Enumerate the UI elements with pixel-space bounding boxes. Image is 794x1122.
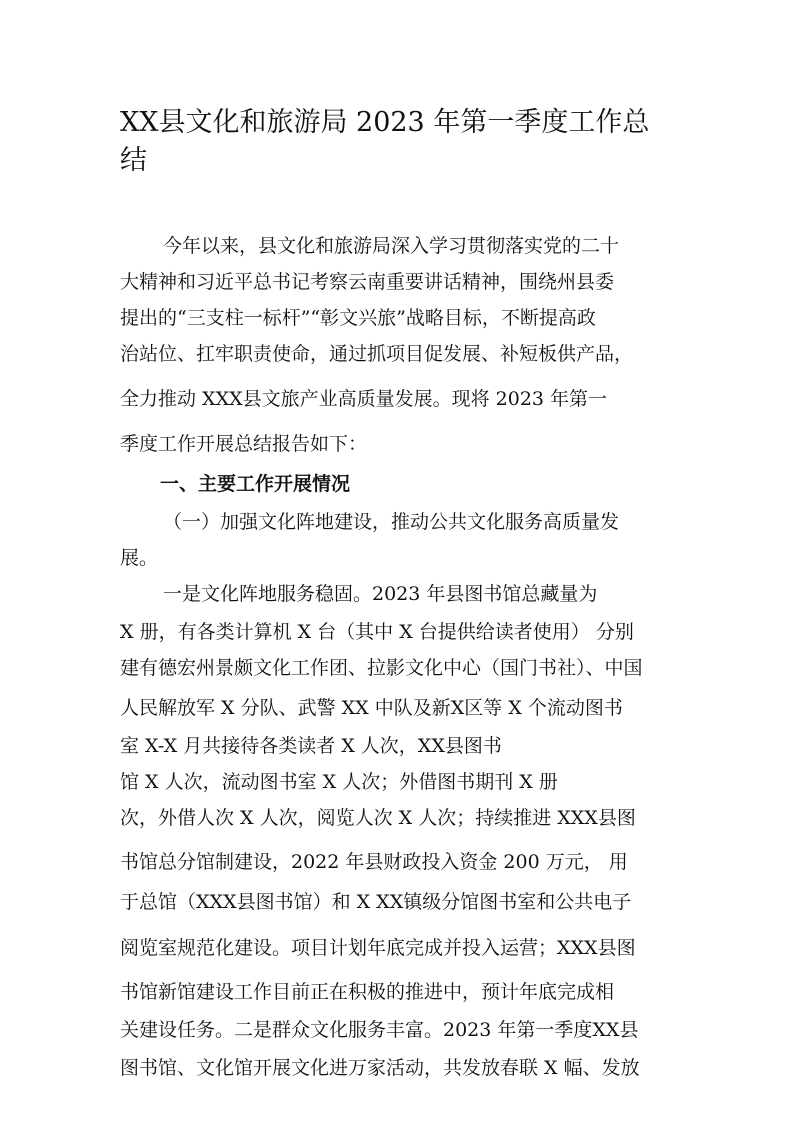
intro-paragraph-line: 治站位、扛牢职责使命，通过抓项目促发展、补短板供产品，	[120, 343, 634, 365]
intro-paragraph-line: 季度工作开展总结报告如下：	[120, 433, 368, 455]
body-paragraph-line: 书馆总分馆制建设，2022 年县财政投入资金 200 万元， 用	[120, 851, 628, 873]
body-paragraph-line: 阅览室规范化建设。项目计划年底完成并投入运营；XXX县图	[120, 937, 636, 959]
title-line: 结	[120, 145, 147, 176]
intro-paragraph-line: 全力推动 XXX县文旅产业高质量发展。现将 2023 年第一	[120, 388, 608, 410]
title-line: XX县文化和旅游局 2023 年第一季度工作总	[120, 107, 650, 138]
intro-paragraph-line: 大精神和习近平总书记考察云南重要讲话精神，围绕州县委	[120, 271, 615, 293]
body-paragraph-line: X 册，有各类计算机 X 台（其中 X 台提供给读者使用） 分别	[120, 621, 634, 643]
body-paragraph-line: 图书馆、文化馆开展文化进万家活动，共发放春联 X 幅、发放	[120, 1057, 640, 1079]
body-paragraph-line: 馆 X 人次，流动图书室 X 人次；外借图书期刊 X 册	[120, 771, 558, 793]
intro-paragraph-line: 今年以来，县文化和旅游局深入学习贯彻落实党的二十	[163, 235, 620, 257]
body-paragraph-line: 人民解放军 X 分队、武警 XX 中队及新X区等 X 个流动图书	[120, 697, 623, 719]
body-paragraph-line: 室 X-X 月共接待各类读者 X 人次，XX县图书	[120, 735, 502, 757]
body-paragraph-line: 关建设任务。二是群众文化服务丰富。2023 年第一季度XX县	[120, 1019, 639, 1041]
intro-paragraph-line: 提出的“三支柱一标杆”“彰文兴旅”战略目标，不断提高政	[120, 307, 596, 329]
body-paragraph-line: 于总馆（XXX县图书馆）和 X XX镇级分馆图书室和公共电子	[120, 891, 632, 913]
body-paragraph-line: 一是文化阵地服务稳固。2023 年县图书馆总藏量为	[163, 583, 598, 605]
subsection-heading-line: （一）加强文化阵地建设，推动公共文化服务高质量发	[163, 511, 620, 533]
document-title	[120, 104, 700, 180]
section-heading: 一、主要工作开展情况	[160, 473, 351, 495]
body-paragraph-line: 建有德宏州景颇文化工作团、拉影文化中心（国门书社）、中国	[120, 657, 643, 679]
body-paragraph-line: 次，外借人次 X 人次，阅览人次 X 人次；持续推进 XXX县图	[120, 807, 636, 829]
body-paragraph-line: 书馆新馆建设工作目前正在积极的推进中，预计年底完成相	[120, 981, 615, 1003]
subsection-heading-line: 展。	[120, 547, 159, 569]
